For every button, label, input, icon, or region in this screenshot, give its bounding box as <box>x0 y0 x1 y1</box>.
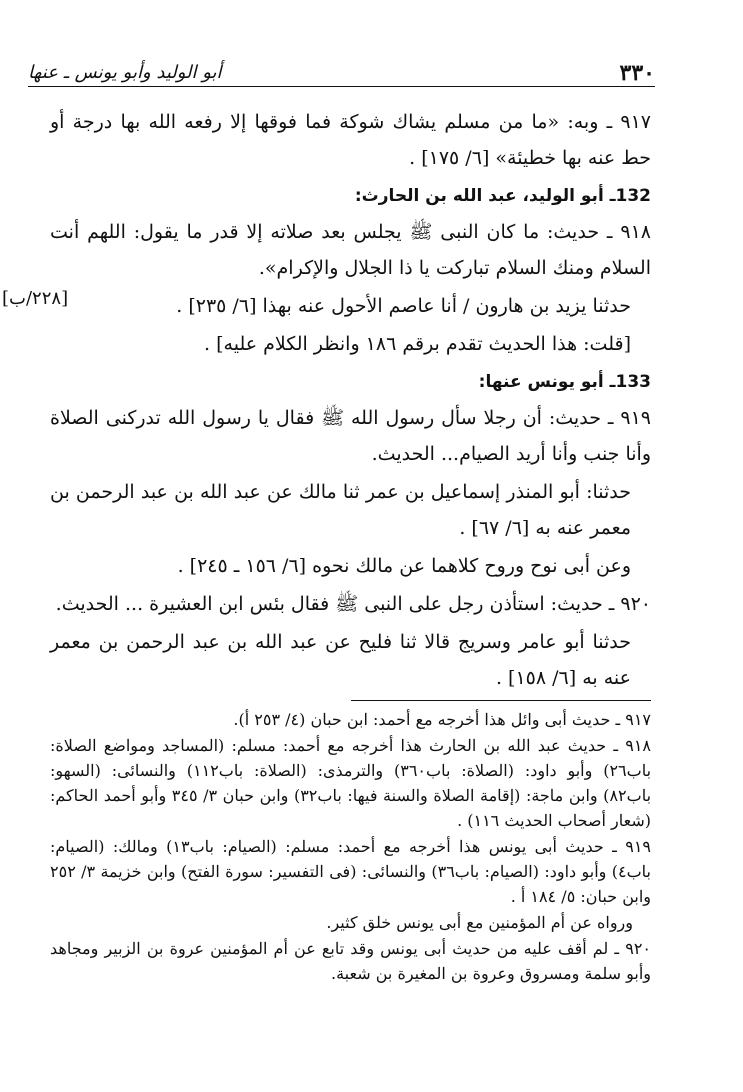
hadith-919-chain: حدثنا: أبو المنذر إسماعيل بن عمر ثنا مالك عن عبد الله بن عبد الرحمن بن معمر عنه به [٦/ ٦٧] . <box>50 481 631 539</box>
hadith-918-chain-row <box>2 288 651 324</box>
header-rule <box>28 86 655 87</box>
hadith-920: ٩٢٠ ـ حديث: استأذن رجل على النبى ﷺ فقال بئس ابن العشيرة ... الحديث. <box>55 593 651 615</box>
footnote-920: ٩٢٠ ـ لم أقف عليه من حديث أبى يونس وقد تابع عن أم المؤمنين عروة بن الزبير ومجاهد وأبو سلمة ومسروق وعروة بن المغيرة بن شعبة. <box>50 939 651 983</box>
hadith-919-chain-2: وعن أبى نوح وروح كلاهما عن مالك نحوه [٦/ ١٥٦ ـ ٢٤٥] . <box>177 555 631 577</box>
hadith-918-editor-note: [قلت: هذا الحديث تقدم برقم ١٨٦ وانظر الكلام عليه] . <box>204 333 631 355</box>
section-heading-132: 132ـ أبو الوليد، عبد الله بن الحارث: <box>354 186 651 206</box>
section-heading-133: 133ـ أبو يونس عنها: <box>478 372 651 392</box>
running-title: أبو الوليد وأبو يونس ـ عنها <box>28 62 222 83</box>
hadith-919: ٩١٩ ـ حديث: أن رجلا سأل رسول الله ﷺ فقال يا رسول الله تدركنى الصلاة وأنا جنب وأنا أريد الصيام... الحديث. <box>50 407 651 465</box>
hadith-920-chain: حدثنا أبو عامر وسريج قالا ثنا فليح عن عبد الله بن عبد الرحمن بن معمر عنه به [٦/ ١٥٨] . <box>50 631 631 689</box>
hadith-918: ٩١٨ ـ حديث: ما كان النبى ﷺ يجلس بعد صلاته إلا قدر ما يقول: اللهم أنت السلام ومنك السلام تباركت يا ذا الجلال والإكرام». <box>50 221 651 279</box>
footnotes <box>50 700 651 987</box>
footnote-919-note: ورواه عن أم المؤمنين مع أبى يونس خلق كثير. <box>326 913 633 932</box>
margin-folio-note: [٢٢٨/ب] <box>2 288 69 309</box>
footnote-917: ٩١٧ ـ حديث أبى وائل هذا أخرجه مع أحمد: ابن حبان (٤/ ٢٥٣ أ). <box>233 710 651 729</box>
page-number: ٣٣٠ <box>619 60 655 86</box>
footnote-918: ٩١٨ ـ حديث عبد الله بن الحارث هذا أخرجه مع أحمد: مسلم: (المساجد ومواضع الصلاة: باب٢٦) وأبو داود: (الصلاة: باب٣٦٠) والترمذى: (الصلاة: باب١١٢) والنسائى: (السهو: باب٨٢) وابن ماجة: (إقامة الصلاة والسنة فيها: باب٣٢) وابن حبان ٣/ ٣٤٥ وأبو أحمد الحاكم: (شعار أصحاب الحديث ١١٦) . <box>50 736 652 830</box>
footnote-919: ٩١٩ ـ حديث أبى يونس هذا أخرجه مع أحمد: مسلم: (الصيام: باب١٣) ومالك: (الصيام: باب٤) وأبو داود: (الصيام: باب٣٦) والنسائى: (فى التفسير: سورة الفتح) وابن خزيمة ٣/ ٢٥٢ وابن حبان: ٥/ ١٨٤ أ . <box>50 837 651 906</box>
footnote-rule <box>351 700 651 701</box>
page-header <box>28 56 655 90</box>
main-text <box>2 104 651 698</box>
hadith-918-chain: حدثنا يزيد بن هارون / أنا عاصم الأحول عنه بهذا [٦/ ٢٣٥] . <box>176 295 631 317</box>
hadith-917: ٩١٧ ـ وبه: «ما من مسلم يشاك شوكة فما فوقها إلا رفعه الله بها درجة أو حط عنه بها خطيئة» [٦/ ١٧٥] . <box>50 111 651 169</box>
